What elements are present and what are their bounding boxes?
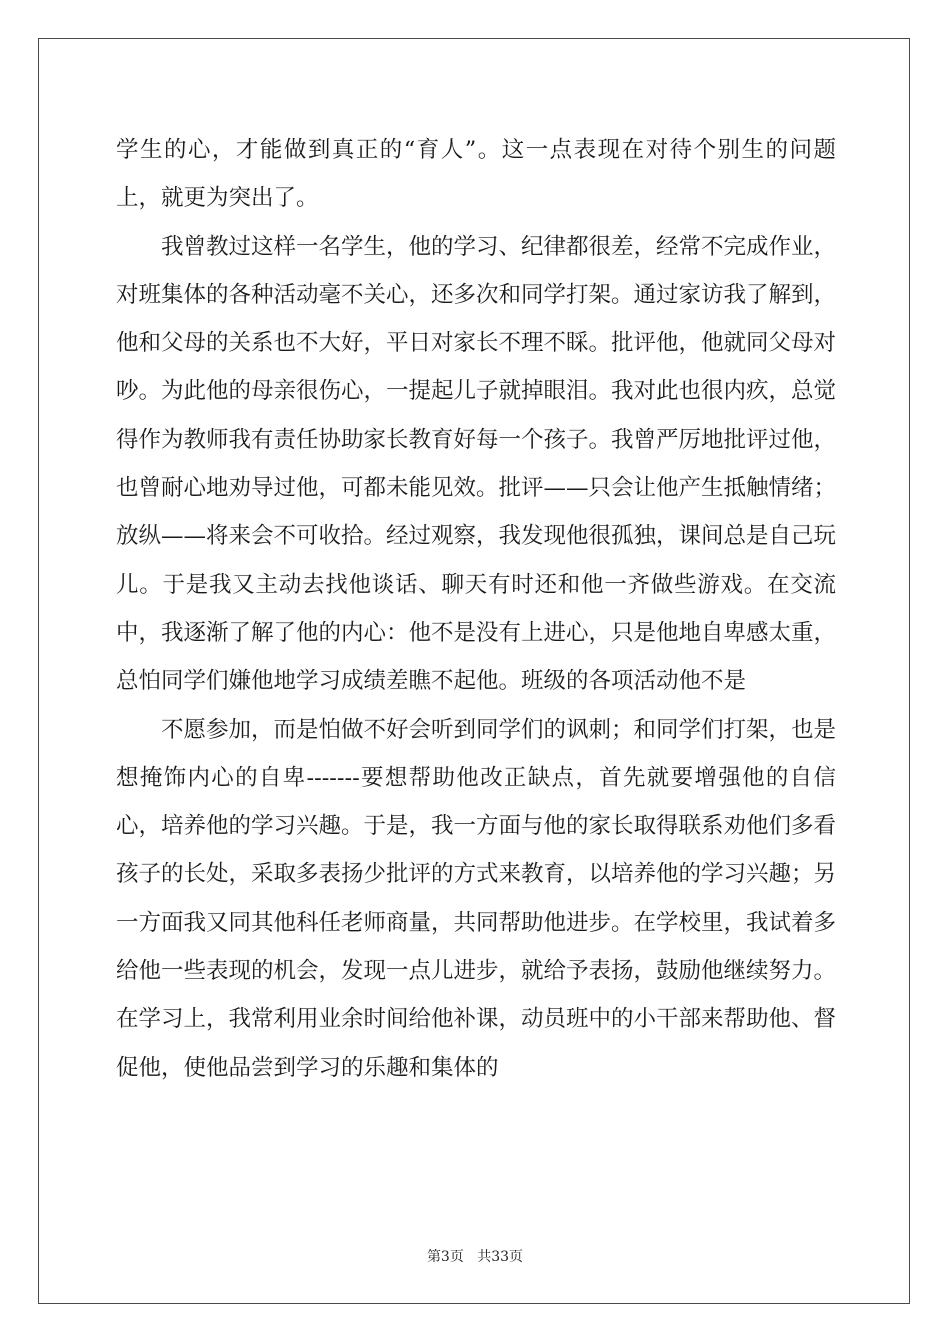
paragraph-1: 学生的心，才能做到真正的“育人”。这一点表现在对待个别生的问题上，就更为突出了。 xyxy=(116,137,836,212)
page-number: 第3页 xyxy=(426,1249,464,1265)
paragraph-2: 我曾教过这样一名学生，他的学习、纪律都很差，经常不完成作业，对班集体的各种活动毫不关心，还多次和同学打架。通过家访我了解到，他和父母的关系也不大好，平日对家长不理不睬。批评他，他就同父母对吵。为此他的母亲很伤心，一提起儿子就掉眼泪。我对此也很内疚，总觉得作为教师我有责任协助家长教育好每一个孩子。我曾严厉地批评过他，也曾耐心地劝导过他，可都未能见效。批评——只会让他产生抵触情绪；放纵——将来会不可收拾。经过观察，我发现他很孤独，课间总是自己玩儿。于是我又主动去找他谈话、聊天有时还和他一齐做些游戏。在交流中，我逐渐了解了他的内心：他不是没有上进心，只是他地自卑感太重，总怕同学们嫌他地学习成绩差瞧不起他。班级的各项活动他不是 xyxy=(116,233,837,695)
paragraph-3: 不愿参加，而是怕做不好会听到同学们的讽刺；和同学们打架，也是想掩饰内心的自卑-------要想帮助他改正缺点，首先就要增强他的自信心，培养他的学习兴趣。于是，我一方面与他的家长取得联系劝他们多看孩子的长处，采取多表扬少批评的方式来教育，以培养他的学习兴趣；另一方面我又同其他科任老师商量，共同帮助他进步。在学校里，我试着多给他一些表现的机会，发现一点儿进步，就给予表扬，鼓励他继续努力。在学习上，我常利用业余时间给他补课，动员班中的小干部来帮助他、督促他，使他品尝到学习的乐趣和集体的 xyxy=(116,716,837,1081)
page-total: 共33页 xyxy=(477,1249,524,1265)
document-body xyxy=(116,126,836,1092)
page-footer xyxy=(0,1246,950,1266)
